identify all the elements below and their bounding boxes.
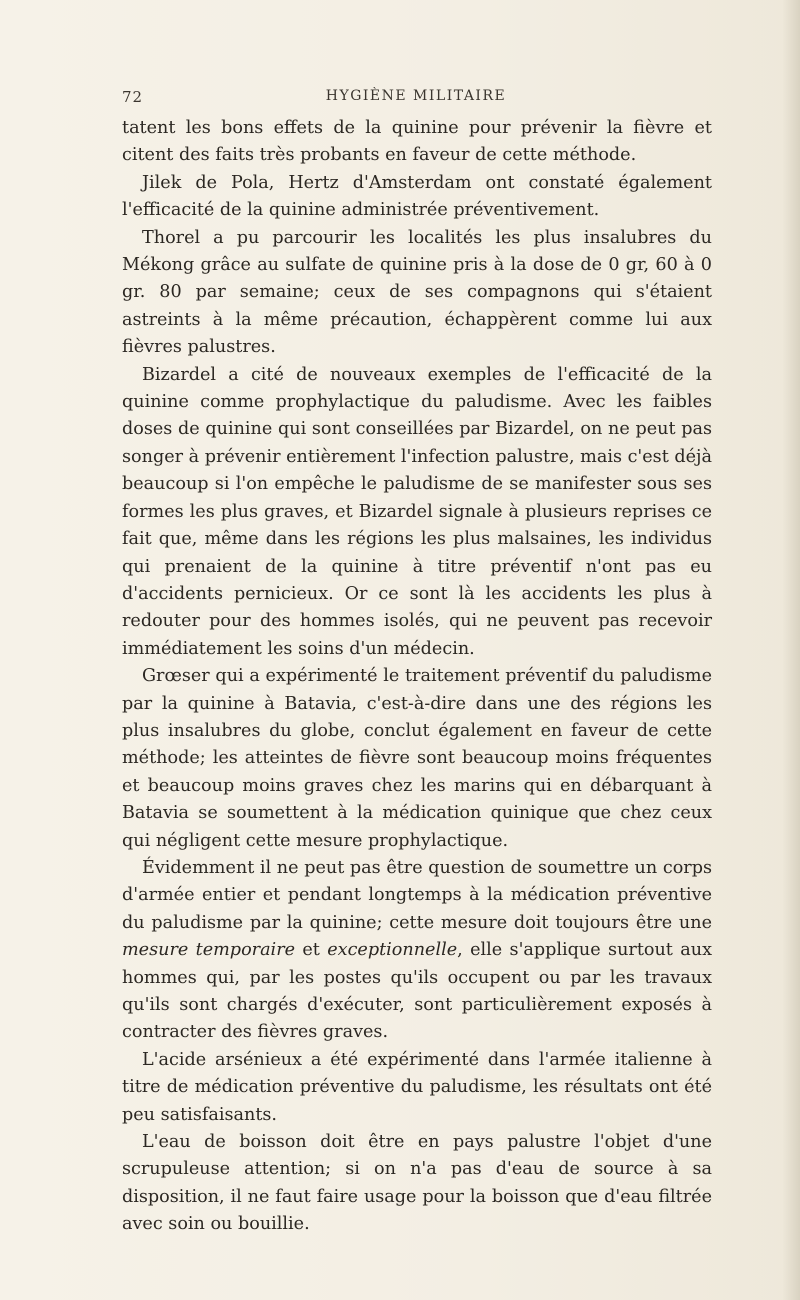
paragraph-evidemment-before: Évidemment il ne peut pas être question de soumettre un corps d'armée entier et pendant longtemps à la médication préventive du paludisme par la quinine; cette mesure doit toujours être une: [122, 857, 712, 933]
paragraph-continuation: tatent les bons effets de la quinine pour prévenir la fièvre et citent des faits très probants en faveur de cette méthode.: [122, 118, 712, 166]
paragraph-groeser: Grœser qui a expérimenté le traitement préventif du paludisme par la quinine à Batavia, c'est-à-dire dans une des régions les plus insalubres du globe, conclut également en faveur de cette méthode; les atteintes de fièvre sont beaucoup moins fréquentes et beaucoup moins graves chez les marins qui en débarquant à Batavia se soumettent à la médication quinique que chez ceux qui négligent cette mesure prophylactique.: [122, 666, 712, 851]
running-head: [122, 88, 710, 110]
paragraph-acide-arsenieux: L'acide arsénieux a été expérimenté dans l'armée italienne à titre de médication préventive du paludisme, les résultats ont été peu satisfaisants.: [122, 1049, 712, 1125]
paragraph-eau-de-boisson: L'eau de boisson doit être en pays palustre l'objet d'une scrupuleuse attention; si on n'a pas d'eau de source à sa disposition, il ne faut faire usage pour la boisson que d'eau filtrée avec soin ou bouillie.: [122, 1132, 712, 1235]
paragraph-evidemment: [122, 855, 712, 1047]
paragraph-thorel: Thorel a pu parcourir les localités les plus insalubres du Mékong grâce au sulfate de quinine pris à la dose de 0 gr, 60 à 0 gr. 80 par semaine; ceux de ses compagnons qui s'étaient astreints à la même précaution, échappèrent comme lui aux fièvres palustres.: [122, 227, 712, 358]
emphasis-mesure-temporaire: mesure temporaire: [122, 940, 296, 961]
page-edge-shadow: [782, 0, 800, 1300]
body-text: [122, 115, 712, 1239]
emphasis-exceptionnelle: exceptionnelle: [327, 940, 458, 961]
running-title: HYGIÈNE MILITAIRE: [325, 88, 507, 104]
paragraph-jilek: Jilek de Pola, Hertz d'Amsterdam ont constaté également l'efficacité de la quinine administrée préventivement.: [122, 172, 712, 221]
paragraph-evidemment-after: , elle s'applique surtout aux hommes qui, par les postes qu'ils occupent ou par les travaux qu'ils sont chargés d'exécuter, sont particulièrement exposés à contracter des fièvres graves.: [122, 940, 712, 1043]
paragraph-bizardel: Bizardel a cité de nouveaux exemples de l'efficacité de la quinine comme prophylactique du paludisme. Avec les faibles doses de quinine qui sont conseillées par Bizardel, on ne peut pas songer à prévenir entièrement l'infection palustre, mais c'est déjà beaucoup si l'on empêche le paludisme de se manifester sous ses formes les plus graves, et Bizardel signale à plusieurs reprises ce fait que, même dans les régions les plus malsaines, les individus qui prenaient de la quinine à titre préventif n'ont pas eu d'accidents pernicieux. Or ce sont là les accidents les plus à redouter pour des hommes isolés, qui ne peuvent pas recevoir immédiatement les soins d'un médecin.: [122, 364, 712, 659]
paragraph-evidemment-mid: et: [295, 940, 328, 961]
page-number: 72: [122, 88, 144, 106]
